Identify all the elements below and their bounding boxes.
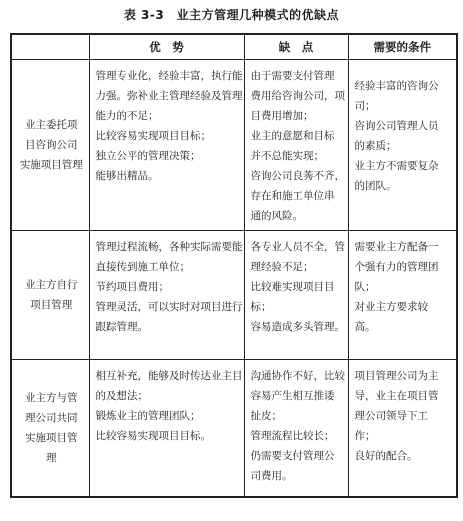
conditions-cell	[348, 231, 457, 360]
cell-line: 作；	[354, 430, 376, 442]
mode-line: 业主方与管	[25, 392, 78, 404]
cell-line: 管理灵活，可以实时对项目进行	[95, 301, 243, 313]
cell-line: 队；	[354, 281, 376, 293]
cell-line: 管理流程比较长；	[250, 430, 335, 442]
cell-line: 比较容易实现项目目标；	[95, 130, 211, 142]
cell-line: 对业主方要求较	[354, 301, 428, 313]
mode-line: 业主委托项	[25, 119, 78, 131]
mode-line: 理公司共同	[25, 412, 78, 424]
cell-line: 力强。弥补业主管理经验及管理	[95, 90, 243, 102]
cell-line: 需要业主方配备一	[354, 241, 439, 253]
mode-line: 实施项目管理	[19, 159, 83, 171]
mode-line: 业主方自行	[25, 279, 78, 291]
cell-line: 由于需要支付管理	[250, 70, 335, 82]
cell-line: 咨询公司管理人员	[354, 120, 439, 132]
table-row	[11, 231, 457, 360]
cell-line: 咨询公司良莠不齐，	[250, 170, 345, 182]
advantages-cell	[89, 360, 244, 498]
table-row	[11, 360, 457, 498]
disadvantages-cell	[244, 60, 348, 231]
disadvantages-cell	[244, 231, 348, 360]
table-row	[11, 60, 457, 231]
table-caption: 表 3-3 业主方管理几种模式的优缺点	[123, 8, 340, 22]
cell-line: 导，业主在项目管	[354, 390, 439, 402]
cell-line: 目费用增加；	[250, 110, 314, 122]
mode-line: 实施项目管	[25, 432, 78, 444]
cell-line: 理公司领导下工	[354, 410, 428, 422]
cell-line: 比较难实现项目目	[250, 281, 335, 293]
cell-line: 的及想法；	[95, 390, 148, 402]
cell-line: 容易造成多头管理。	[250, 321, 345, 333]
header-mode	[11, 34, 89, 60]
cell-line: 沟通协作不好，比较	[250, 370, 345, 382]
conditions-cell	[348, 60, 457, 231]
cell-line: 容易产生相互推诿	[250, 390, 335, 402]
cell-line: 标；	[250, 301, 272, 313]
cell-line: 高。	[354, 321, 376, 333]
cell-line: 的团队。	[354, 180, 397, 192]
cell-line: 业主方不需要复杂	[354, 160, 439, 172]
cell-line: 司费用。	[250, 470, 293, 482]
cell-line: 相互补充，能够及时传达业主目	[95, 370, 243, 382]
disadvantages-cell	[244, 360, 348, 498]
mode-cell	[11, 231, 89, 360]
header-advantages: 优 势	[89, 34, 244, 60]
cell-line: 个强有力的管理团	[354, 261, 439, 273]
cell-line: 比较容易实现项目目标。	[95, 430, 211, 442]
mode-line: 理	[46, 452, 57, 464]
cell-line: 业主的意愿和目标	[250, 130, 335, 142]
cell-line: 良好的配合。	[354, 450, 418, 462]
cell-line: 存在和施工单位串	[250, 190, 335, 202]
mode-cell	[11, 360, 89, 498]
cell-line: 经验丰富的咨询公	[354, 80, 439, 92]
comparison-table	[10, 33, 458, 498]
cell-line: 通的风险。	[250, 210, 303, 222]
cell-line: 费用给咨询公司，项	[250, 90, 345, 102]
conditions-cell	[348, 360, 457, 498]
cell-line: 项目管理公司为主	[354, 370, 439, 382]
cell-line: 独立公平的管理决策；	[95, 150, 201, 162]
cell-line: 理经验不足；	[250, 261, 314, 273]
advantages-cell	[89, 231, 244, 360]
cell-line: 锻炼业主的管理团队；	[95, 410, 201, 422]
advantages-cell	[89, 60, 244, 231]
header-conditions: 需要的条件	[348, 34, 457, 60]
cell-line: 司；	[354, 100, 376, 112]
cell-line: 仍需要支付管理公	[250, 450, 335, 462]
cell-line: 跟踪管理。	[95, 321, 148, 333]
header-row	[11, 34, 457, 60]
mode-line: 目咨询公司	[25, 139, 78, 151]
cell-line: 能力的不足；	[95, 110, 159, 122]
cell-line: 管理过程流畅，各种实际需要能	[95, 241, 243, 253]
cell-line: 直接传到施工单位；	[95, 261, 190, 273]
mode-cell	[11, 60, 89, 231]
cell-line: 扯皮；	[250, 410, 282, 422]
header-disadvantages: 缺 点	[244, 34, 348, 60]
cell-line: 管理专业化，经验丰富，执行能	[95, 70, 243, 82]
cell-line: 节约项目费用；	[95, 281, 169, 293]
cell-line: 的素质；	[354, 140, 397, 152]
cell-line: 并不总能实现；	[250, 150, 324, 162]
cell-line: 各专业人员不全，管	[250, 241, 345, 253]
mode-line: 项目管理	[30, 299, 73, 311]
cell-line: 能够出精品。	[95, 170, 159, 182]
